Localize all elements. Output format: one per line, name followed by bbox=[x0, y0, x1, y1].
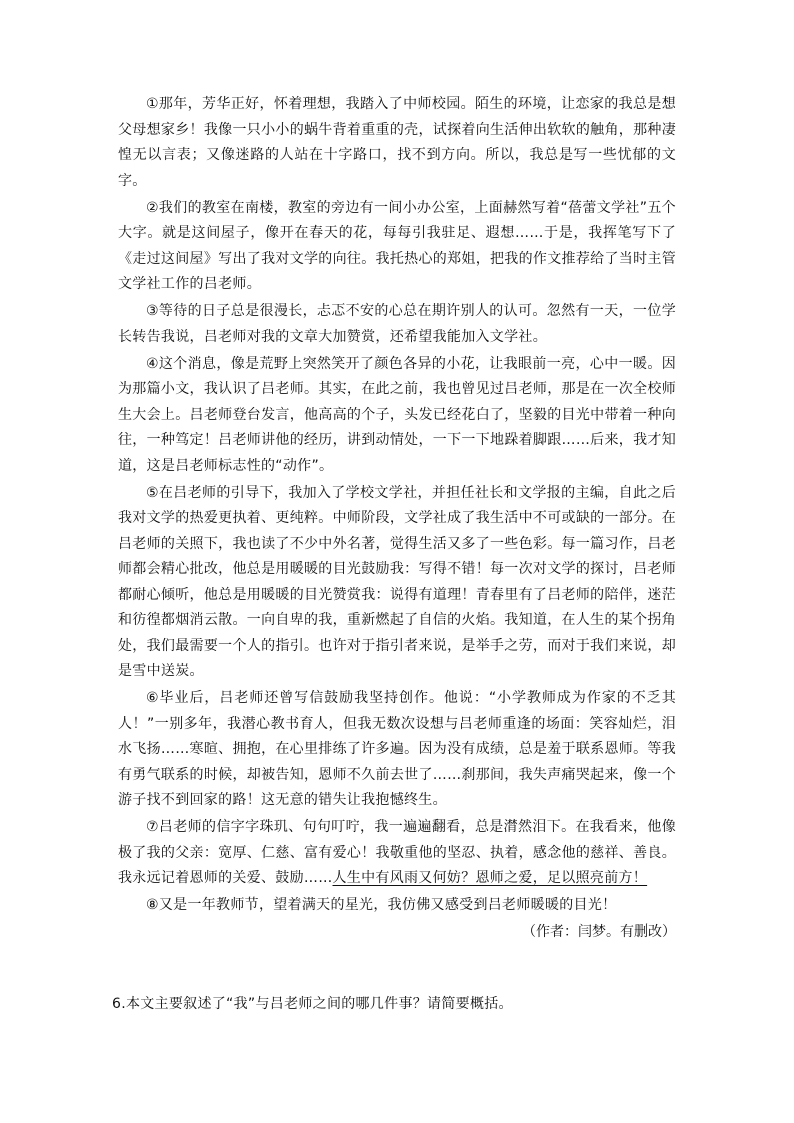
paragraph-6: ⑥毕业后，吕老师还曾写信鼓励我坚持创作。他说：“小学教师成为作家的不乏其人！”一别多年，我潜心教书育人，但我无数次设想与吕老师重逢的场面：笑容灿烂，泪水飞扬……寒暄、拥抱，在心里排练了许多遍。因为没有成绩，总是羞于联系恩师。等我有勇气联系的时候，却被告知，恩师不久前去世了……刹那间，我失声痛哭起来，像一个游子找不到回家的路！这无意的错失让我抱憾终生。 bbox=[118, 690, 676, 808]
paragraph-8: ⑧又是一年教师节，望着满天的星光，我仿佛又感受到吕老师暖暖的目光！ bbox=[146, 897, 617, 913]
article-body bbox=[118, 92, 676, 946]
paragraph-7 bbox=[118, 815, 676, 892]
paragraph-4: ④这个消息，像是荒野上突然笑开了颜色各异的小花，让我眼前一亮，心中一暖。因为那篇小文，我认识了吕老师。其实，在此之前，我也曾见过吕老师，那是在一次全校师生大会上。吕老师登台发言，他高高的个子，头发已经花白了，坚毅的目光中带着一种向往，一种笃定！吕老师讲他的经历，讲到动情处，一下一下地跺着脚跟……后来，我才知道，这是吕老师标志性的“动作”。 bbox=[118, 355, 676, 474]
paragraph-5: ⑤在吕老师的引导下，我加入了学校文学社，并担任社长和文学报的主编，自此之后我对文学的热爱更执着、更纯粹。中师阶段，文学社成了我生活中不可或缺的一部分。在吕老师的关照下，我也读了不少中外名著，觉得生活又多了一些色彩。每一篇习作，吕老师都会精心批改，他总是用暖暖的目光鼓励我：写得不错！每一次对文学的探讨，吕老师都耐心倾听，他总是用暖暖的目光赞赏我：说得有道理！青春里有了吕老师的陪伴，迷茫和彷徨都烟消云散。一向自卑的我，重新燃起了自信的火焰。我知道，在人生的某个拐角处，我们最需要一个人的指引。也许对于指引者来说，是举手之劳，而对于我们来说，却是雪中送炭。 bbox=[118, 484, 676, 679]
paragraph-7-text: ⑦吕老师的信字字珠玑、句句叮咛，我一遍遍翻看，总是潸然泪下。在我看来，他像极了我的父亲：宽厚、仁慈、富有爱心！我敬重他的坚忍、执着，感念他的慈祥、善良。我永远记着恩师的关爱、鼓励…… bbox=[118, 819, 676, 886]
question-6: 6.本文主要叙述了“我”与吕老师之间的哪几件事？请简要概括。 bbox=[112, 996, 513, 1012]
paragraph-2: ②我们的教室在南楼，教室的旁边有一间小办公室，上面赫然写着“蓓蕾文学社”五个大字。就是这间屋子，像开在春天的花，每每引我驻足、遐想……于是，我挥笔写下了《走过这间屋》写出了我对文学的向往。我托热心的郑姐，把我的作文推荐给了当时主管文学社工作的吕老师。 bbox=[118, 199, 676, 292]
author-note: （作者：闫梦。有删改） bbox=[522, 924, 676, 940]
paragraph-1: ①那年，芳华正好，怀着理想，我踏入了中师校园。陌生的环境，让恋家的我总是想父母想家乡！我像一只小小的蜗牛背着重重的壳，试探着向生活伸出软软的触角，那种凄惶无以言表；又像迷路的人站在十字路口，找不到方向。所以，我总是写一些忧郁的文字。 bbox=[118, 96, 676, 189]
underlined-sentence: 人生中有风雨又何妨？恩师之爱，足以照亮前方！ bbox=[332, 870, 648, 886]
paragraph-3: ③等待的日子总是很漫长，忐忑不安的心总在期许别人的认可。忽然有一天，一位学长转告我说，吕老师对我的文章大加赞赏，还希望我能加入文学社。 bbox=[118, 303, 676, 345]
